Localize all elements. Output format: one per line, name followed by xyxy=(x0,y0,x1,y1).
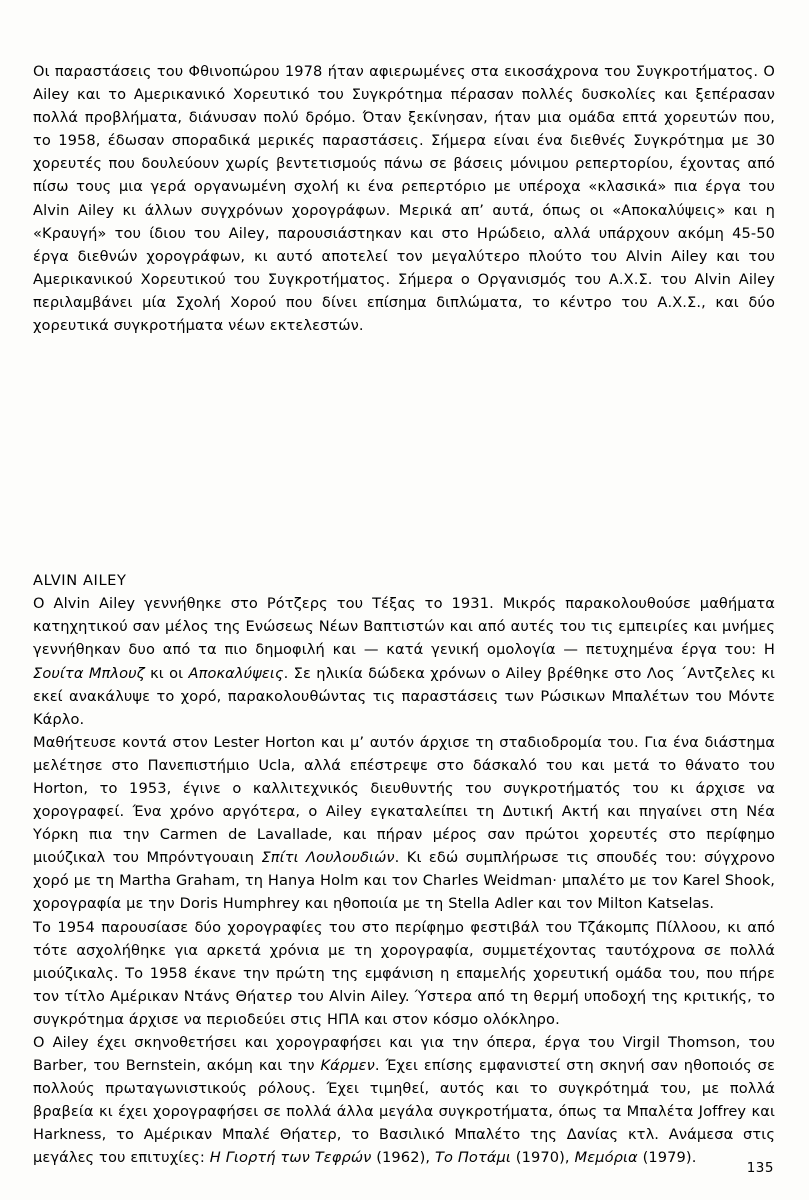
page-content xyxy=(33,60,775,1170)
intro-paragraph: Οι παραστάσεις του Φθινοπώρου 1978 ήταν αφιερωμένες στα εικοσάχρονα του Συγκροτήματος. Ο Ailey και το Αμερικανικό Χορευτικό του Συγκρότημα πέρασαν πολλές δυσκολίες και ξεπέρασαν πολλά προβλήματα, διάνυσαν πολύ δρόμο. Όταν ξεκίνησαν, ήταν μια ομάδα επτά χορευτών που, το 1958, έδωσαν σποραδικά μερικές παραστάσεις. Σήμερα είναι ένα διεθνές Συγκρότημα με 30 χορευτές που δουλεύουν χωρίς βεντετισμούς πάνω σε βάσεις μόνιμου ρεπερτορίου, έχοντας από πίσω τους μια γερά οργανωμένη σχολή κι ένα ρεπερτόριο με υπέροχα «κλασικά» πια έργα του Alvin Ailey κι άλλων συγχρόνων χορογράφων. Μερικά απ’ αυτά, όπως οι «Αποκαλύψεις» και η «Κραυγή» του ίδιου του Ailey, παρουσιάστηκαν και στο Ηρώδειο, αλλά υπάρχουν ακόμη 45-50 έργα διεθνών χορογράφων, κι αυτό αποτελεί τον μεγαλύτερο πλούτο του Alvin Ailey και του Αμερικανικού Χορευτικού του Συγκροτήματος. Σήμερα ο Οργανισμός του Α.Χ.Σ. του Alvin Ailey περιλαμβάνει μία Σχολή Χορού που δίνει επίσημα διπλώματα, το κέντρο του Α.Χ.Σ., και δύο χορευτικά συγκροτήματα νέων εκτελεστών. xyxy=(33,63,775,335)
italic-title-run: Σπίτι Λουλουδιών xyxy=(261,849,395,867)
text-run: (1962), xyxy=(371,1149,435,1167)
body-paragraph-1 xyxy=(33,592,775,731)
text-run: . Έχει επίσης εμφανιστεί στη σκηνή σαν ηθοποιός σε πολλούς πρωταγωνιστικούς ρόλους. Έχει τιμηθεί, αυτός και το συγκρότημά του, με πολλά βραβεία κι έχει χορογραφήσει σε πολλά άλλα μεγάλα συγκροτήματα, όπως τα Μπαλέτα Joffrey και Harkness, το Αμέρικαν Μπαλέ Θήατερ, το Βασιλικό Μπαλέτο της Δανίας κτλ. Ανάμεσα στις μεγάλες του επιτυχίες: xyxy=(33,1057,776,1167)
text-run: (1979). xyxy=(637,1149,697,1167)
italic-title-run: Αποκαλύψεις xyxy=(188,664,284,682)
text-run: Το 1954 παρουσίασε δύο χορογραφίες του στο περίφημο φεστιβάλ του Τζάκομπς Πίλλοου, κι από τότε ασχολήθηκε για αρκετά χρόνια με τη χορογραφία, συμμετέχοντας ταυτόχρονα σε πολλά μιούζικαλς. Το 1958 έκανε την πρώτη της εμφάνιση η επαμελής χορευτική ομάδα του, που πήρε τον τίτλο Αμέρικαν Ντάνς Θήατερ του Alvin Ailey. Ύστερα από τη θερμή υποδοχή της κριτικής, το συγκρότημα άρχισε να περιοδεύει στις ΗΠΑ και στον κόσμο ολόκληρο. xyxy=(33,918,775,1028)
text-run: . Κι εδώ συμπλήρωσε τις σπουδές του: σύγχρονο χορό με τη Martha Graham, τη Hanya Holm και τον Charles Weidman· μπαλέτο με τον Karel Shook, χορογραφία με την Doris Humphrey και ηθοποιία με τη Stella Adler και τον Milton Katselas. xyxy=(33,849,775,913)
italic-title-run: Σουίτα Μπλουζ xyxy=(33,664,145,682)
italic-title-run: Η Γιορτή των Τεφρών xyxy=(209,1149,372,1167)
body-paragraph-2 xyxy=(33,731,775,916)
italic-title-run: Μεμόρια xyxy=(574,1149,638,1167)
body-paragraph-3 xyxy=(33,916,775,1031)
page-whitespace-gap xyxy=(33,337,775,569)
text-run: Μαθήτευσε κοντά στον Lester Horton και μ’ αυτόν άρχισε τη σταδιοδρομία του. Για ένα διάστημα μελέτησε στο Πανεπιστήμιο Ucla, αλλά επέστρεψε στο δάσκαλό του και μετά το θάνατο του Horton, το 1953, έγινε ο καλλιτεχνικός διευθυντής του συγκροτήματός του κι άρχισε να χορογραφεί. Ένα χρόνο αργότερα, ο Ailey εγκαταλείπει τη Δυτική Ακτή και πηγαίνει στη Νέα Υόρκη πια την Carmen de Lavallade, και πήραν μέρος σαν πρώτοι χορευτές στο περίφημο μιούζικαλ του Μπρόντγουαιη xyxy=(33,733,775,867)
text-run: . Σε ηλικία δώδεκα χρόνων ο Ailey βρέθηκε στο Λος ΄Αντζελες κι εκεί ανακάλυψε το χορό, παρακολουθώντας τις παραστάσεις των Ρώσικων Μπαλέτων του Μόντε Κάρλο. xyxy=(33,664,775,728)
text-run: Ο Ailey έχει σκηνοθετήσει και χορογραφήσει και για την όπερα, έργα του Virgil Thomson, του Barber, του Bernstein, ακόμη και την xyxy=(33,1034,775,1075)
text-run: κι οι xyxy=(144,664,189,682)
section-heading: ALVIN AILEY xyxy=(33,572,127,590)
body-paragraph-4 xyxy=(33,1031,775,1170)
italic-title-run: Το Ποτάμι xyxy=(434,1149,511,1167)
text-run: Ο Alvin Ailey γεννήθηκε στο Ρότζερς του Τέξας το 1931. Μικρός παρακολουθούσε μαθήματα κατηχητικού σαν μέλος της Ενώσεως Νέων Βαπτιστών και από αυτές του τις εμπειρίες και μνήμες γεννήθηκαν δυο από τα πιο δημοφιλή και — κατά γενική ομολογία — πετυχημένα έργα του: Η xyxy=(33,595,775,659)
italic-title-run: Κάρμεν xyxy=(320,1057,375,1075)
text-run: (1970), xyxy=(510,1149,575,1167)
page-number: 135 xyxy=(746,1160,774,1176)
